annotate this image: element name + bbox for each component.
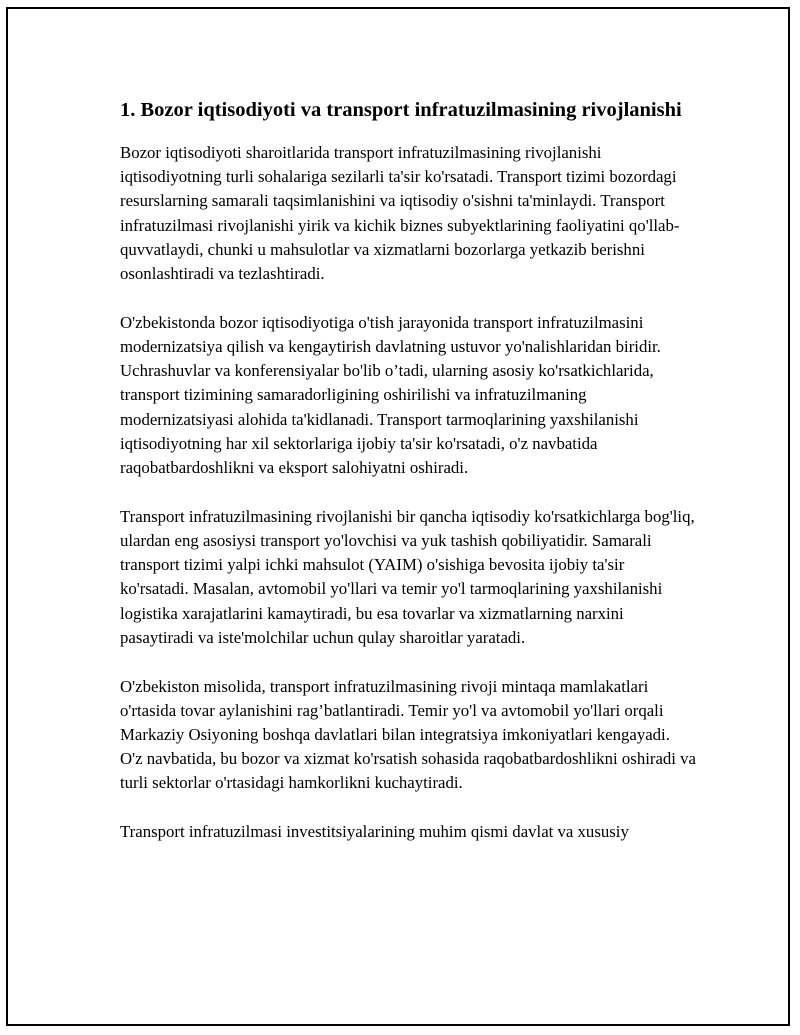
paragraph-2: O'zbekistonda bozor iqtisodiyotiga o'tish jarayonida transport infratuzilmasini modernizatsiya qilish va kengaytirish davlatning ustuvor yo'nalishlaridan biridir. Uchrashuvlar va konferensiyalar bo'lib o’tadi, ularning asosiy ko'rsatkichlarida, transport tizimining samaradorligining oshirilishi va infratuzilmaning modernizatsiyasi alohida ta'kidlanadi. Transport tarmoqlarining yaxshilanishi iqtisodiyotning har xil sektorlariga ijobiy ta'sir ko'rsatadi, o'z navbatida raqobatbardoshlikni va eksport salohiyatni oshiradi. [120, 312, 661, 478]
section-heading: 1. Bozor iqtisodiyoti va transport infratuzilmasining rivojlanishi [120, 99, 682, 121]
paragraph-3: Transport infratuzilmasining rivojlanishi bir qancha iqtisodiy ko'rsatkichlarga bog'liq, ulardan eng asosiysi transport yo'lovchisi va yuk tashish qobiliyatidir. Samarali transport tizimi yalpi ichki mahsulot (YAIM) o'sishiga bevosita ijobiy ta'sir ko'rsatadi. Masalan, avtomobil yo'llari va temir yo'l tarmoqlarining yaxshilanishi logistika xarajatlarini kamaytiradi, bu esa tovarlar va xizmatlarning narxini pasaytiradi va iste'molchilar uchun qulay sharoitlar yaratadi. [120, 506, 695, 647]
document-page [6, 7, 790, 1026]
paragraph-5: Transport infratuzilmasi investitsiyalarining muhim qismi davlat va xususiy [120, 822, 629, 842]
paragraph-4: O'zbekiston misolida, transport infratuzilmasining rivoji mintaqa mamlakatlari o'rtasida tovar aylanishini rag’batlantiradi. Temir yo'l va avtomobil yo'llari orqali Markaziy Osiyoning boshqa davlatlari bilan integratsiya imkoniyatlari kengayadi. O'z navbatida, bu bozor va xizmat ko'rsatish sohasida raqobatbardoshlikni oshiradi va turli sektorlar o'rtasidagi hamkorlikni kuchaytiradi. [120, 676, 696, 793]
paragraph-1: Bozor iqtisodiyoti sharoitlarida transport infratuzilmasining rivojlanishi iqtisodiyotning turli sohalariga sezilarli ta'sir ko'rsatadi. Transport tizimi bozordagi resurslarning samarali taqsimlanishini va iqtisodiy o'sishni ta'minlaydi. Transport infratuzilmasi rivojlanishi yirik va kichik biznes subyektlarining faoliyatini qo'llab-quvvatlaydi, chunki u mahsulotlar va xizmatlarni bozorlarga yetkazib berishni osonlashtiradi va tezlashtiradi. [120, 143, 680, 284]
document-body [120, 97, 696, 869]
